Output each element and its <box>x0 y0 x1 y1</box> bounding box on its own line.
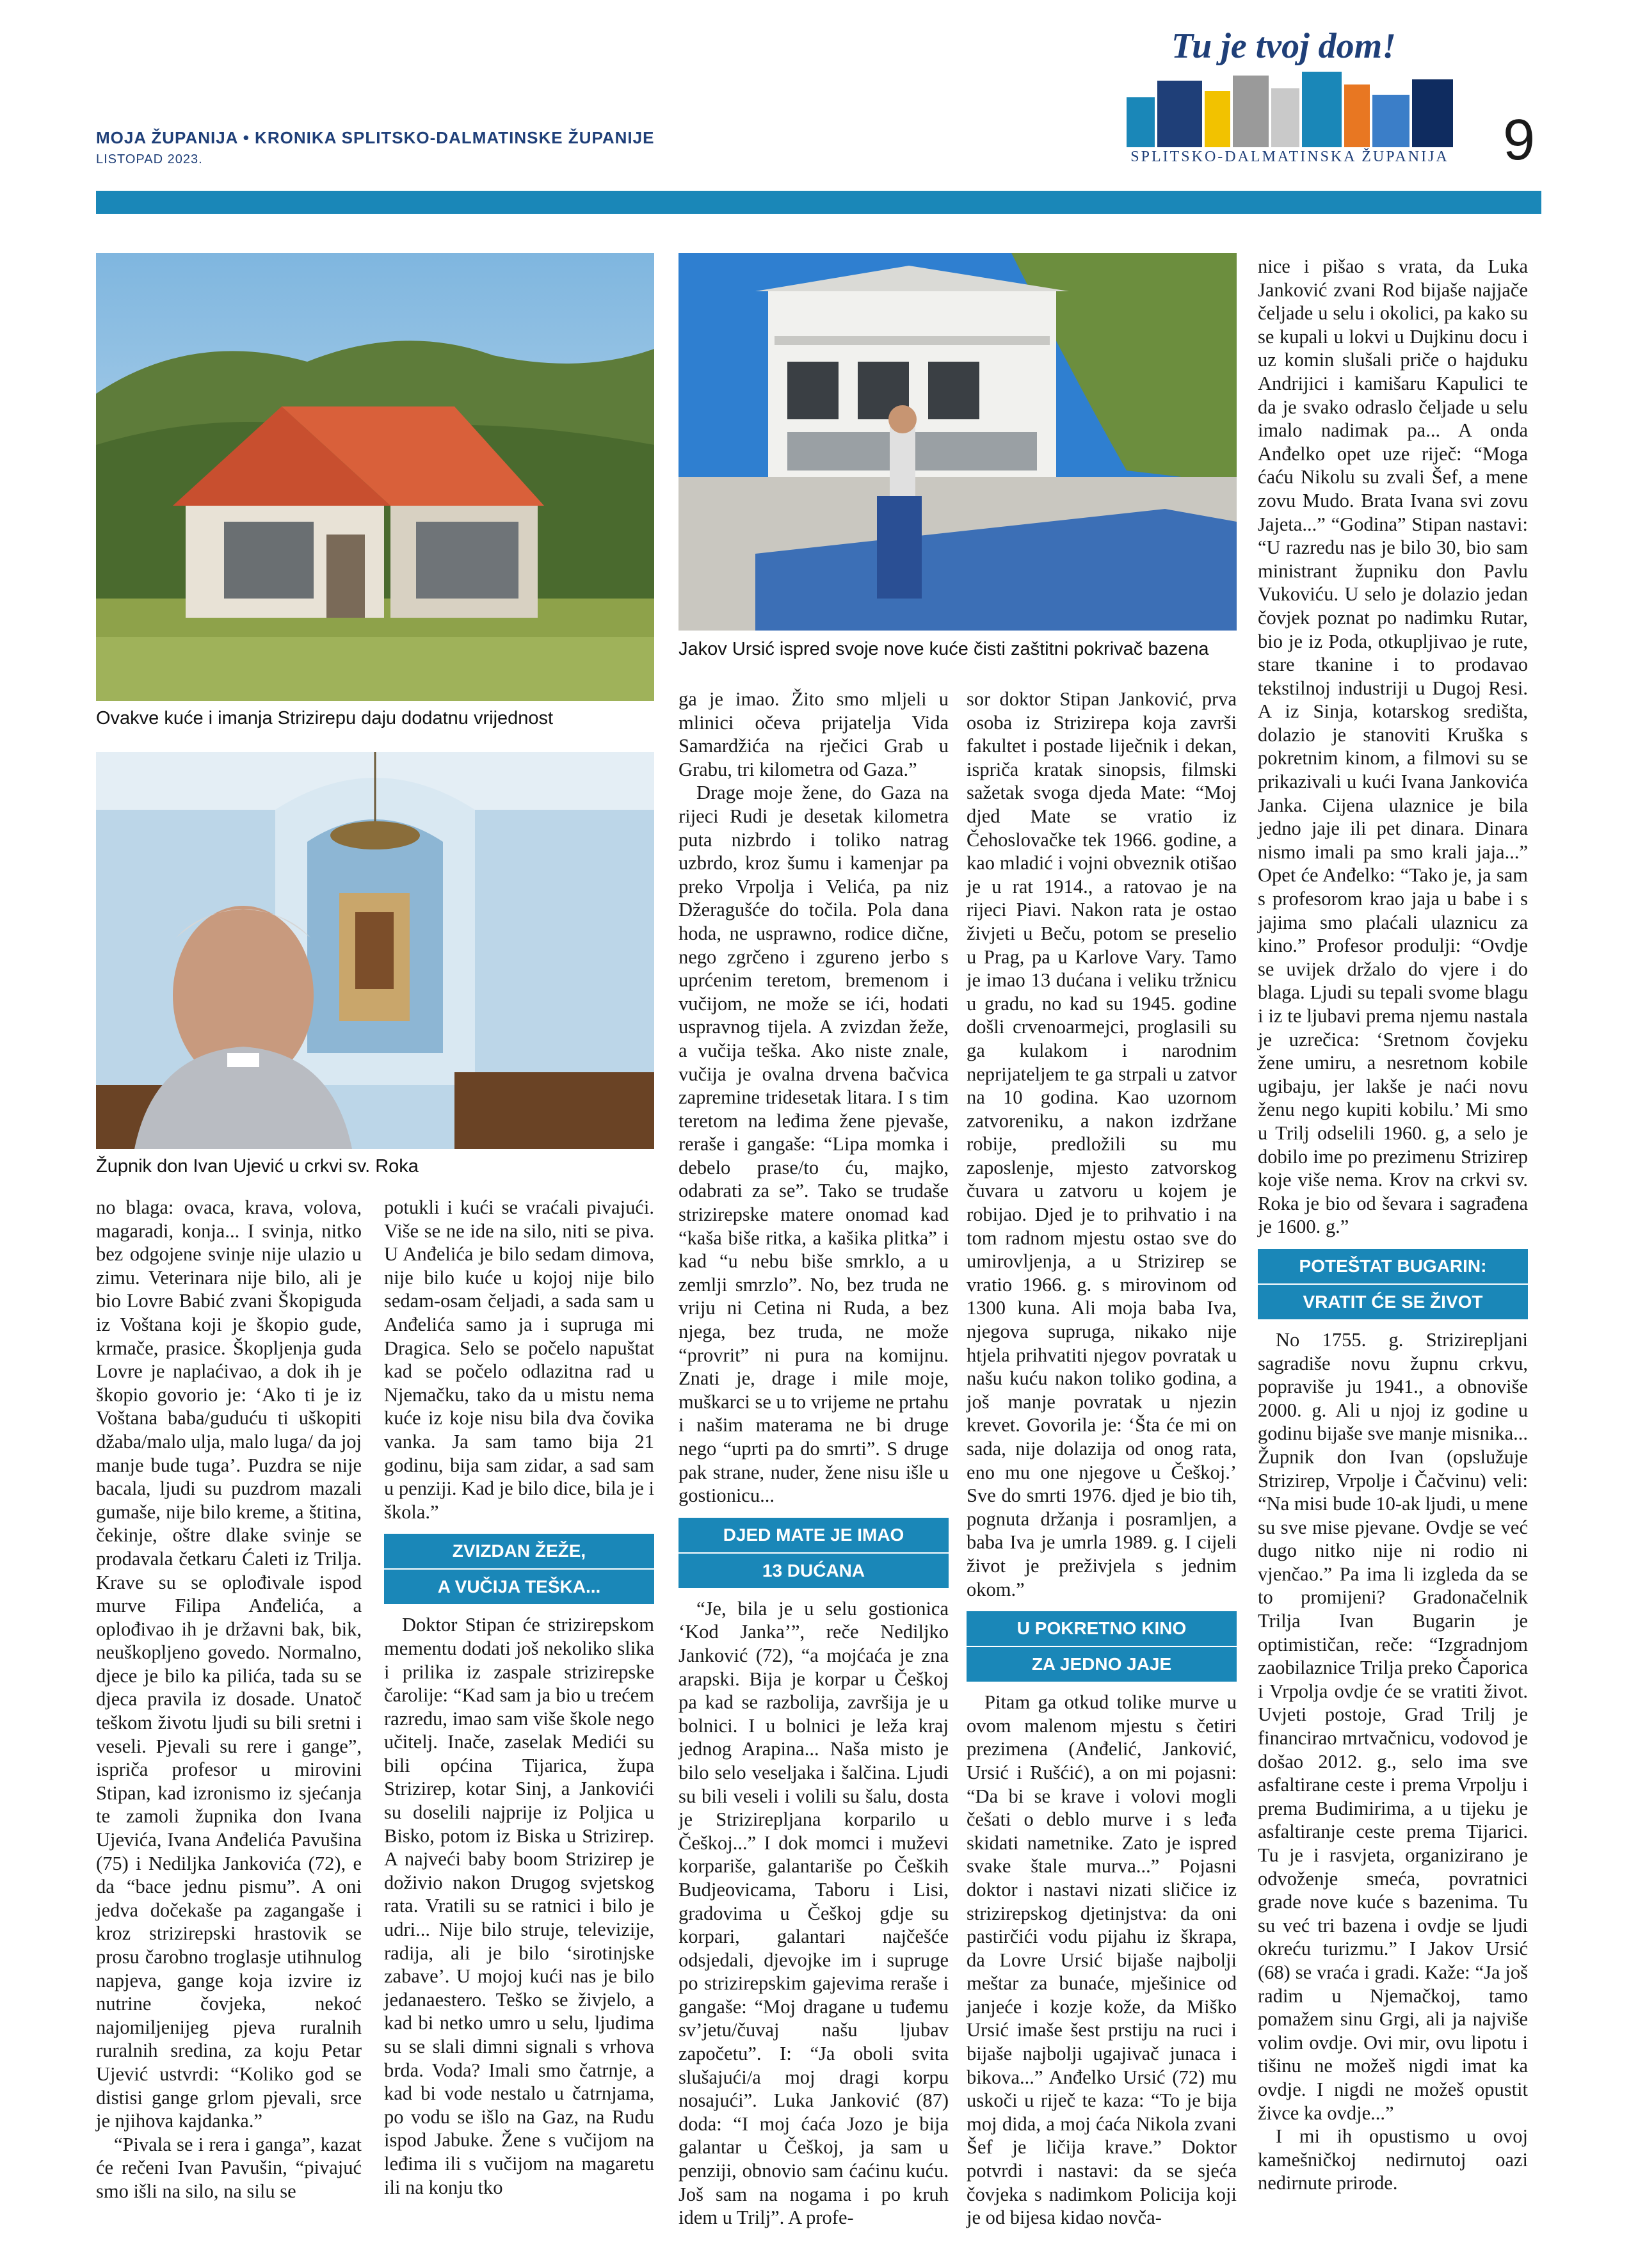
paragraph: Drage moje žene, do Gaza na rijeci Rudi je desetak kilometra puta nizbrdo i toliko natrag uzbrdo, kroz šumu i kamenjar pa preko Vrpolja i Velića, pa niz Džeragušće do točila. Pola dana hoda, ne usprawno, rodice dične, nego zgrčeno i zgureno jerbo s uprćenim teretom, bremenom i vučijom, ne može se ići, hodati uspravnog tijela. A zvizdan žeže, a vučija teška. Ako niste znale, vučija je ovalna drvena bačvica zapremine tridesetak litara. I s tim teretom na leđima žene pjevaše, reraše i gangaše: “Lipa momka i debelo prase/to ću, majko, odabrati za se”. Tako se trudaše strizirepske matere onomad kad “kaša biše ritka, a kašika plitka” i kad “u nebu biše smrklo, a u zemlji smrzlo”. No, bez truda ne vriju ni Cetina ni Ruda, a bez njega, bez truda, ne može “provrit” ni pura na komijnu. Znati je, drage i mile moje, muškarci se u to vrijeme ne prtahu i našim materama ne bi druge nego “uprti pa do smrti”. S druge pak strane, nuder, žene nisu išle u gostionicu... <box>678 782 949 1507</box>
paragraph: ga je imao. Žito smo mljeli u mlinici očeva prijatelja Vida Samardžića na rječici Grab u Grabu, tri kilometra od Gaza.” <box>678 688 949 780</box>
subheading-line: ZA JEDNO JAJE <box>1031 1654 1172 1675</box>
article-column-1 <box>96 1196 362 2203</box>
subheading-line: VRATIT ĆE SE ŽIVOT <box>1303 1291 1483 1312</box>
photo-caption: Ovakve kuće i imanja Strizirepu daju dodatnu vrijednost <box>96 708 554 728</box>
county-logo-icon <box>1127 72 1453 147</box>
article-column-5 <box>1258 255 1528 2195</box>
logo-name: SPLITSKO-DALMATINSKA ŽUPANIJA <box>1130 149 1449 165</box>
subheading-line: POTEŠTAT BUGARIN: <box>1299 1255 1487 1276</box>
paragraph: I mi ih opustismo u ovoj kamešničkoj nedirnutoj oazi nedirnute prirode. <box>1258 2125 1528 2194</box>
subheading-line: U POKRETNO KINO <box>1016 1618 1187 1639</box>
paragraph: No 1755. g. Strizirepljani sagradiše novu župnu crkvu, popraviše ju 1941., a obnoviše 2000. g. Ali u njoj iz godine u godinu bijaše sve manje misnika... Župnik don Ivan (opslužuje Strizirep, Vrpolje i Čačvinu) veli: “Na misi bude 10-ak ljudi, u mene su sve mise pjevane. Ovdje se već dugo nitko nije ni rodio ni vjenčao.” Pa ima li izgleda da se to promijeni? Gradonačelnik Trilja Ivan Bugarin je optimističan, reče: “Izgradnjom zaobilaznice Trilja preko Čaporica i Vrpolja ovdje će se vratiti život. Uvjeti postoje, Grad Trilj je financirao mrtvačnicu, vodovod je došao 2012. g., selo ima sve asfaltirane ceste i prema Vrpolju i prema Budimirima, a u tijeku je asfaltiranje ceste prema Tijarici. Tu je i rasvjeta, organizirano je odvoženje smeća, povratnici grade nove kuće s bazenima. Tu su već tri bazena i ovdje se ljudi okreću turizmu.” I Jakov Ursić (68) se vraća i gradi. Kaže: “Ja još radim u Njemačkoj, tamo pomažem sinu Grgi, ali ja najviše volim ovdje. Ovi mir, ovu lipotu i tišinu ne možeš nigdi imat ka ovdje. I nigdi ne možeš opustit živce ka ovdje...” <box>1258 1328 1528 2124</box>
logo-slogan: Tu je tvoj dom! <box>1171 26 1397 66</box>
article-column-3 <box>678 688 949 2230</box>
subheading <box>384 1534 654 1604</box>
photo-caption: Jakov Ursić ispred svoje nove kuće čisti zaštitni pokrivač bazena <box>678 639 1209 659</box>
paragraph: “Pivala se i rera i ganga”, kazat će rečeni Ivan Pavušin, “pivajuć smo išli na silo, na silu se <box>96 2133 362 2202</box>
paragraph: “Je, bila je u selu gostionica ‘Kod Janka’”, reče Nediljko Janković (72), “a mojćaća je zna arapski. Bija je korpar u Češkoj pa kad se razbolija, završija je u bolnici. I u bolnici je leža kraj jednog Arapina... Naša misto je bilo selo veseljaka i šalčina. Ljudi su bili veseli i volili su šalu, dosta je Strizirepljana korparilo u Češkoj...” I dok momci i muževi korpariše, galantariše po Čeških Budjeovicama, Taboru i Lisi, gradovima u Češkoj gdje su korpari, galantari najčešće odsjedali, djevojke im i supruge po strizirepskim gajevima reraše i gangaše: “Moj dragane u tuđemu sv’jetu/čuvaj našu ljubav započetu”. I: “Ja oboli svita slušajući/a moj dragi korpu nosajući”. Luka Janković (87) doda: “I moj ćaća Jozo je bija galantar u Češkoj, ja sam u penziji, obnovio sam ćaćinu kuću. Još sam na nogama i po kruh idem u Trilj”. A profe- <box>678 1597 949 2229</box>
subheading <box>1258 1249 1528 1319</box>
page-number: 9 <box>1503 108 1536 172</box>
subheading <box>678 1518 949 1588</box>
subheading-line: DJED MATE JE IMAO <box>723 1524 904 1545</box>
article-column-4 <box>967 688 1237 2230</box>
photo-caption: Župnik don Ivan Ujević u crkvi sv. Roka <box>96 1156 419 1177</box>
house-photo <box>96 253 654 701</box>
paragraph: sor doktor Stipan Janković, prva osoba iz Strizirepa koja završi fakultet i postade liječnik i dekan, ispriča kratak sinopsis, filmski sažetak svoga djeda Mate: “Moj djed Mate se vratio iz Čehoslovačke tek 1966. godine, a kao mladić i vojni obveznik otišao je u rat 1914., a ratovao je na rijeci Piavi. Nakon rata je ostao živjeti u Beču, potom se preselio u Prag, pa u Karlove Vary. Tamo je imao 13 dućana i veliku tržnicu u gradu, no kad su 1945. godine došli crvenoarmejci, proglasili su ga kulakom i narodnim neprijateljem te ga strpali u zatvor na 10 godina. Kao uzornom zatvoreniku, a nakon izdržane robije, predložili su mu zaposlenje, mjesto zatvorskog čuvara u zatvoru u kojem je robijao. Djed je to prihvatio i na tom radnom mjestu ostao sve do umirovljenja, a u Strizirep se vratio 1966. g. s mirovinom od 1300 kuna. Ali moja baba Iva, njegova supruga, nikako nije htjela prihvatiti njegov povratak u našu kuću nakon toliko godina, a još manje povratak u njezin krevet. Govorila je: ‘Šta će mi on sada, nije dolazija od onog rata, eno mu one njegove u Češkoj.’ Sve do smrti 1976. djed je bio tih, pognuta držanja i posramljen, a baba Iva je umrla 1989. g. I cijeli život je preživjela s jednim okom.” <box>967 688 1237 1600</box>
issue-date: LISTOPAD 2023. <box>96 152 203 166</box>
section-title: MOJA ŽUPANIJA • KRONIKA SPLITSKO-DALMATINSKE ŽUPANIJE <box>96 128 655 147</box>
priest-photo <box>96 752 654 1149</box>
subheading-line: ZVIZDAN ŽEŽE, <box>452 1541 586 1561</box>
subheading <box>967 1611 1237 1682</box>
paragraph: nice i pišao s vrata, da Luka Janković zvani Rod bijaše najjače čeljade u selu i okolici, pa kako su se kupali u lokvi u Dujkinu docu i uz komin slušali priče o hajduku Andrijici i kamišaru Kapulici te da je svako odraslo čeljade u selu imalo nadimak pa... A onda Anđelko opet uze riječ: “Moga ćaću Nikolu su zvali Šef, a mene zovu Mudo. Brata Ivana svi zovu Jajeta...” “Godina” Stipan nastavi: “U razredu nas je bilo 30, bio sam ministrant župniku don Pavlu Vukoviću. U selo je dolazio jedan čovjek poznat po nadimku Rutar, bio je iz Poda, otkupljivao je rute, stare tkanine i to prodavao tekstilnoj industriji u Dugoj Resi. A iz Sinja, kotarskog središta, dolazio je stanoviti Kruška s pokretnim kinom, a filmovi su se prikazivali u kući Ivana Jankovića Janka. Cijena ulaznice je bila jedno jaje ili pet dinara. Dinara nismo imali pa smo krali jaja...” Opet će Anđelko: “Tako je, ja sam s profesorom krao jaja u babe i s jajima smo plaćali ulaznicu za kino.” Profesor produlji: “Ovdje se uvijek držalo do vjere i do blaga. Ljudi su tepali svome blagu i iz te ljubavi prema njemu nastala je uzrečica: ‘Sretnom čovjeku žene umiru, a nesretnom kobile ugibaju, jer lakše je naći novu ženu nego kupiti kobilu.’ Mi smo u Trilj odselili 1960. g, a selo je dobilo ime po prezimenu Strizirep koje više nema. Krov na crkvi sv. Roka je bio od ševara i sagrađena je 1600. g.” <box>1258 255 1528 1238</box>
header-bar <box>96 191 1541 214</box>
new-house-photo <box>678 253 1237 631</box>
subheading-line: A VUČIJA TEŠKA... <box>437 1577 601 1597</box>
paragraph: Doktor Stipan će strizirepskom mementu dodati još nekoliko slika i prilika iz zaspale strizirepske čarolije: “Kad sam ja bio u trećem razredu, imao sam više škole nego učitelj. Inače, zaselak Medići su bili općina Tijarica, župa Strizirep, kotar Sinj, a Jankovići su doselili najprije iz Poljica u Bisko, potom iz Biska u Strizirep. A najveći baby boom Strizirep je doživio nakon Drugog svjetskog rata. Vratili su se ratnici i bilo je udri... Nije bilo struje, televizije, radija, ali je bilo ‘sirotinjske zabave’. U mojoj kući nas je bilo jedanaestero. Teško se živjelo, a kad bi netko umro u selu, ljudima su se slali dimni signali s vrhova brda. Voda? Imali smo čatrnje, a kad bi vode nestalo u čatrnjama, po vodu se išlo na Gaz, na Rudu ispod Jabuke. Žene s vučijom na leđima ili s vučijom na magaretu ili na konju tko <box>384 1614 654 2198</box>
paragraph: potukli i kući se vraćali pivajući. Više se ne ide na silo, niti se piva. U Anđelića je bilo sedam dimova, nije bilo kuće u kojoj nije bilo sedam-osam čeljadi, a sada sam u Anđelića samo ja i supruga mi Dragica. Selo se počelo napuštat kad se počelo odlazitna rad u Njemačku, tako da u mistu nema kuće iz koje nisu bila dva čovika vanka. Ja sam tamo bija 21 godinu, bija sam zidar, a sad sam u penziji. Kad je bilo dice, bila je i škola.” <box>384 1196 654 1523</box>
subheading-line: 13 DUĆANA <box>762 1560 865 1580</box>
paragraph: no blaga: ovaca, krava, volova, magaradi, konja... I svinja, nitko bez odgojene svinje nije ulazio u zimu. Veterinara nije bilo, ali je bio Lovre Babić zvani Škopiguda iz Voštana koji je škopio gude, krmače, prasice. Škopljenja guda Lovre je naplaćivao, a dok ih je škopio govorio je: ‘Ako ti je iz Voštana baba/guduću ti uškopiti džaba/malo ulja, malo luga/ da joj manje bude tuga’. Puzdra se nije bacala, ljudi su puzdrom mazali gumaše, nije bilo kreme, a štitina, čekinje, oštre dlake svinje se prodavala četkaru Ćaleti iz Trilja. Krave su se oplođivale ispod murve Filipa Anđelića, a oplođivao ih je državni bak, bik, neuškopljeno govedo. Normalno, djece je bilo ka pilića, tada su se djeca pravila iz dosade. Unatoč teškom životu ljudi su bili sretni i veseli. Pjevali su rere i gange”, ispriča profesor u mirovini Stipan, kad izronismo iz sjećanja te zamoli župnika don Ivana Ujevića, Ivana Anđelića Pavušina (75) i Nediljka Jankovića (72), e da “bace jednu pismu”. A oni jedva dočekaše pa zagangaše i kroz strizirepski hrastovik se prosu čarobno troglasje utihnulog napjeva, gange koja izvire iz nutrine čovjeka, nekoć najomiljenijeg pjeva ruralnih ruralnih sredina, za koju Petar Ujević ustvrdi: “Koliko god se distisi gange grlom pjevali, srce je njihova kajdanka.” <box>96 1196 362 2132</box>
article-column-2 <box>384 1196 654 2199</box>
paragraph: Pitam ga otkud tolike murve u ovom malenom mjestu s četiri prezimena (Anđelić, Janković, Ursić i Rušćić), a on mi pojasni: “Da bi se krave i volovi mogli češati o deblo murve i s leđa skidati nametnike. Zato je ispred svake štale murva...” Pojasni doktor i nastavi nizati sličice iz strizirepskog djetinjstva: da oni pastirčići vodu pijahu iz škrapa, da Lovre Ursić bijaše najbolji meštar za bunaće, mješinice od janjeće i kozje kože, da Miško Ursić imaše šest prstiju na ruci i bijaše najbolji ugajivač junaca i bikova...” Anđelko Ursić (72) mu uskoči u riječ te kaza: “To je bija moj dida, a moj ćaća Nikola zvani Šef je ličija krave.” Doktor potvrdi i nastavi: da se sjeća čovjeka s nadimkom Policija koji je od bijesa kidao novča- <box>967 1691 1237 2229</box>
